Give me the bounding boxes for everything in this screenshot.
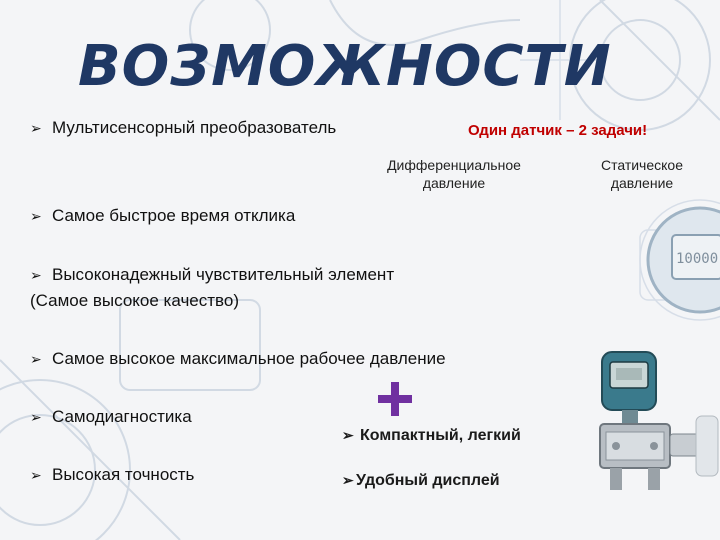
bullet-reliable: ➢ Высоконадежный чувствительный элемент	[30, 265, 395, 284]
arrow-bullet-icon: ➢	[30, 409, 42, 425]
bullet-selfdiag: ➢ Самодиагностика	[30, 407, 192, 426]
label-static: Статическое давление	[600, 157, 683, 191]
feature-compact: ➢ Компактный, легкий	[342, 427, 521, 444]
arrow-bullet-icon: ➢	[30, 351, 42, 367]
bullet-response: ➢ Самое быстрое время отклика	[30, 206, 296, 225]
arrow-bullet-icon: ➢	[342, 472, 354, 488]
bullet-multisensor: ➢ Мультисенсорный преобразователь	[30, 118, 337, 137]
transmitter-image-large	[640, 205, 720, 315]
tagline: Один датчик – 2 задачи!	[468, 122, 648, 139]
feature-display: ➢ Удобный дисплей	[342, 472, 500, 489]
bullet-pressure: ➢ Самое высокое максимальное рабочее давление	[30, 349, 446, 368]
svg-text:10000: 10000	[676, 251, 719, 267]
label-differential: Дифференциальное давление	[387, 157, 521, 191]
arrow-bullet-icon: ➢	[30, 467, 42, 483]
arrow-bullet-icon: ➢	[30, 208, 42, 224]
arrow-bullet-icon: ➢	[30, 267, 42, 283]
transmitter-image	[596, 346, 720, 496]
page-title: ВОЗМОЖНОСТИ	[78, 34, 612, 99]
arrow-bullet-icon: ➢	[30, 120, 42, 136]
bullet-accuracy: ➢ Высокая точность	[30, 465, 195, 484]
plus-icon	[378, 382, 412, 416]
arrow-bullet-icon: ➢	[342, 427, 354, 443]
bullet-reliable-sub: (Самое высокое качество)	[30, 291, 240, 310]
